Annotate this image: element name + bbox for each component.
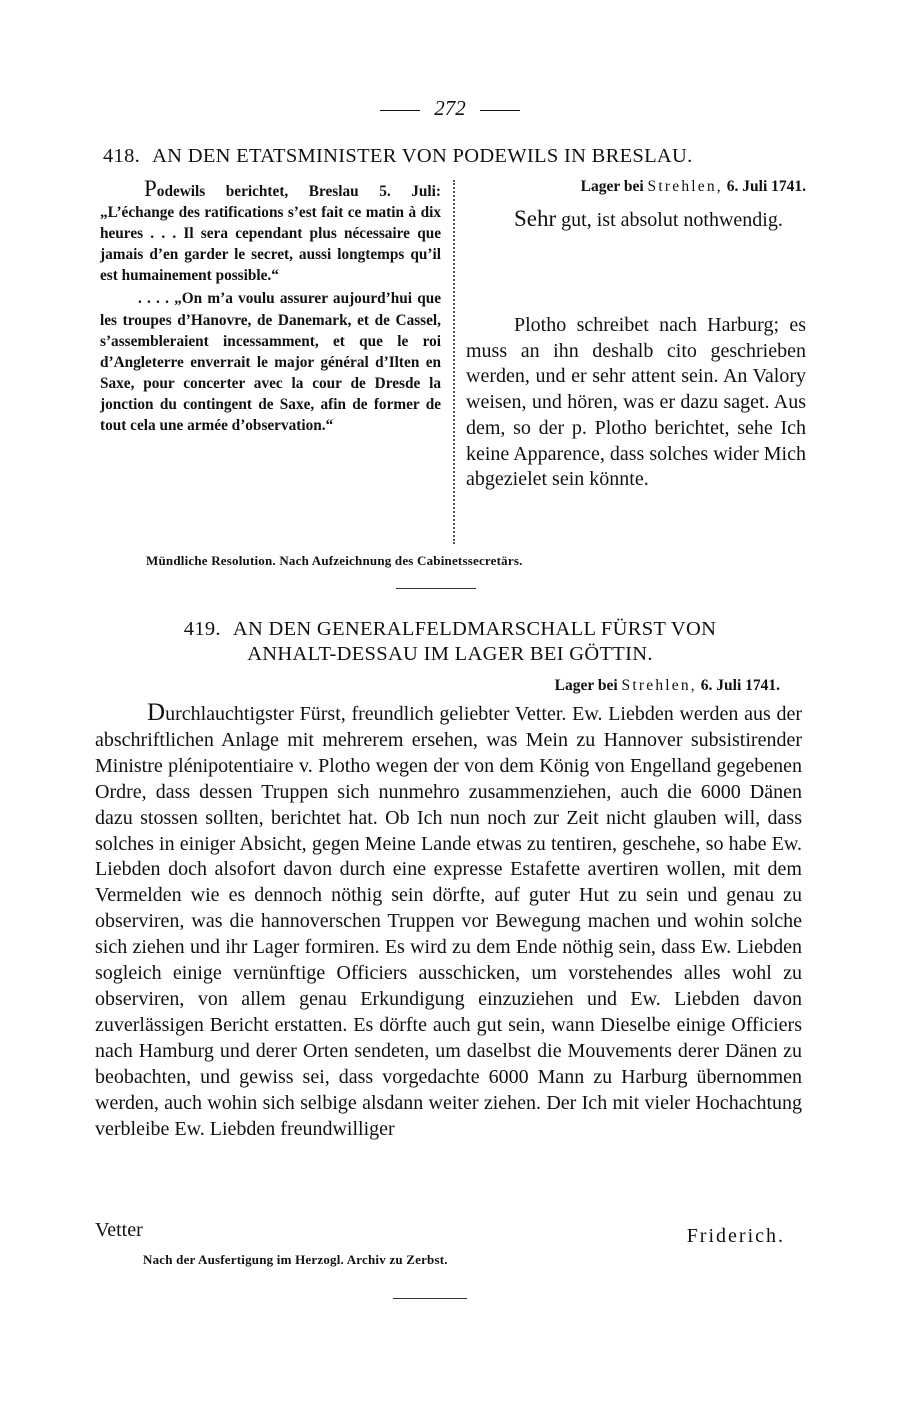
doc418-dateline-place: Strehlen, [647,178,723,195]
doc418-answer2-text: Plotho schreibet nach Harburg; es muss an ihn deshalb cito geschrieben werden, und er sehr attent sein. An Valory weisen, und hören, was er dazu saget. Aus dem, so der p. Plotho berichtet, sehe Ich keine Apparence, dass solches wider Mich abgezielet sein könnte. [466,314,806,491]
doc418-answer1 [466,206,806,233]
doc419-dateline-date: 6. Juli 1741. [700,677,780,694]
doc418-dateline-date: 6. Juli 1741. [726,178,806,195]
doc419-letter-text: urchlauchtigster Fürst, freundlich geliebter Vetter. Ew. Liebden werden aus der abschriftlichen Anlage mit mehrerem ersehen, was Mein zu Hannover subsistirender Ministre plénipotentiaire v. Plotho wegen der von dem König von Engelland gegebenen Ordre, dass dessen Truppen sich nunmehro zusammenziehen, auch die 6000 Dänen dazu stossen sollten, berichtet hat. Ob Ich nun noch zur Zeit nicht glauben will, dass solches in einiger Absicht, gegen Meine Lande etwas zu tentiren, geschehe, so habe Ew. Liebden doch alsofort davon durch eine expresse Estafette avertiren wollen, mit dem Vermelden wie es dennoch nöthig sein dörfte, auf guter Hut zu sein und genau zu observiren, was die hannoverschen Truppen vor Bewegung machen und wohin solche sich ziehen und ihr Lager formiren. Es wird zu dem Ende nöthig sein, dass Ew. Liebden sogleich einige vernünftige Officiers ausschicken, um vorstehendes alles wohl zu observiren, von allem genau Erkundigung einzuziehen und Ew. Liebden davon zuverlässigen Bericht erstatten. Es dörfte auch gut sein, wann Dieselbe einige Officiers nach Hamburg und derer Orten sendeten, um daselbst die Mouvements derer Dänen zu beobachten, und gewiss sei, dass vorgedachte 6000 Mann zu Harburg übernommen werden, auch wohin sich selbige alsdann weiter ziehen. Der Ich mit vieler Hochachtung verbleibe Ew. Liebden freundwilliger [95,703,802,1140]
page-number-dash-right [480,110,520,111]
separator-rule [396,588,476,589]
doc418-number: 418. [103,145,141,167]
doc419-signature: Friderich. [686,1225,785,1247]
doc418-report-para2: . . . . „On m’a voulu assurer aujourd’hui que les troupes d’Hanovre, de Danemark, et de Cassel, s’assembleraient incessamment, et que le roi d’Angleterre enverrait le major général d’Ilten en Saxe, pour concerter avec la cour de Dresde la jonction du contingent de Saxe, afin de former de tout cela une armée d’observation.“ [100,290,441,435]
doc418-resolution [466,178,806,491]
doc418-answer2 [466,313,806,493]
doc419-heading-line1 [0,617,900,642]
doc418-heading [103,145,693,168]
doc418-title: AN DEN ETATSMINISTER VON PODEWILS IN BRESLAU. [152,145,693,167]
doc418-answer1-rest: gut, ist absolut nothwendig. [556,209,783,231]
doc419-heading [0,617,900,667]
doc419-sign-row [95,1219,785,1247]
end-rule [393,1298,467,1299]
doc419-dateline-prefix: Lager bei [554,677,618,694]
doc419-source-note: Nach der Ausfertigung im Herzogl. Archiv zu Zerbst. [143,1252,448,1267]
doc418-answer1-first: Sehr [514,206,557,231]
doc419-title-line2: ANHALT-DESSAU IM LAGER BEI GÖTTIN. [247,643,653,665]
doc419-dateline [555,677,780,695]
doc419-title-line1: AN DEN GENERALFELDMARSCHALL FÜRST VON [232,618,717,640]
doc418-report-initial: P [144,176,157,201]
page-number-text: 272 [434,96,466,120]
doc418-report [100,178,441,436]
page-number-dash-left [380,110,420,111]
doc418-report-para1 [100,178,441,286]
doc418-dateline-prefix: Lager bei [580,178,644,195]
doc418-dateline [466,178,806,196]
doc419-letter-initial: D [147,699,166,726]
doc419-closing: Vetter [95,1219,143,1241]
page-number [0,96,900,121]
doc418-source-note: Mündliche Resolution. Nach Aufzeichnung des Cabinetssecretärs. [146,553,523,568]
doc418-report-para1-text: odewils berichtet, Breslau 5. Juli: „L’échange des ratifications s’est fait ce matin à dix heures . . . Il sera cependant plus nécessaire que jamais d’en garder le secret, aussi longtemps qu’il est humainement possible.“ [100,183,441,285]
doc419-dateline-place: Strehlen, [621,677,697,694]
doc419-letter-body [95,700,802,1142]
column-divider [453,180,455,544]
doc419-number: 419. [183,618,221,640]
doc419-letter [95,700,802,1142]
